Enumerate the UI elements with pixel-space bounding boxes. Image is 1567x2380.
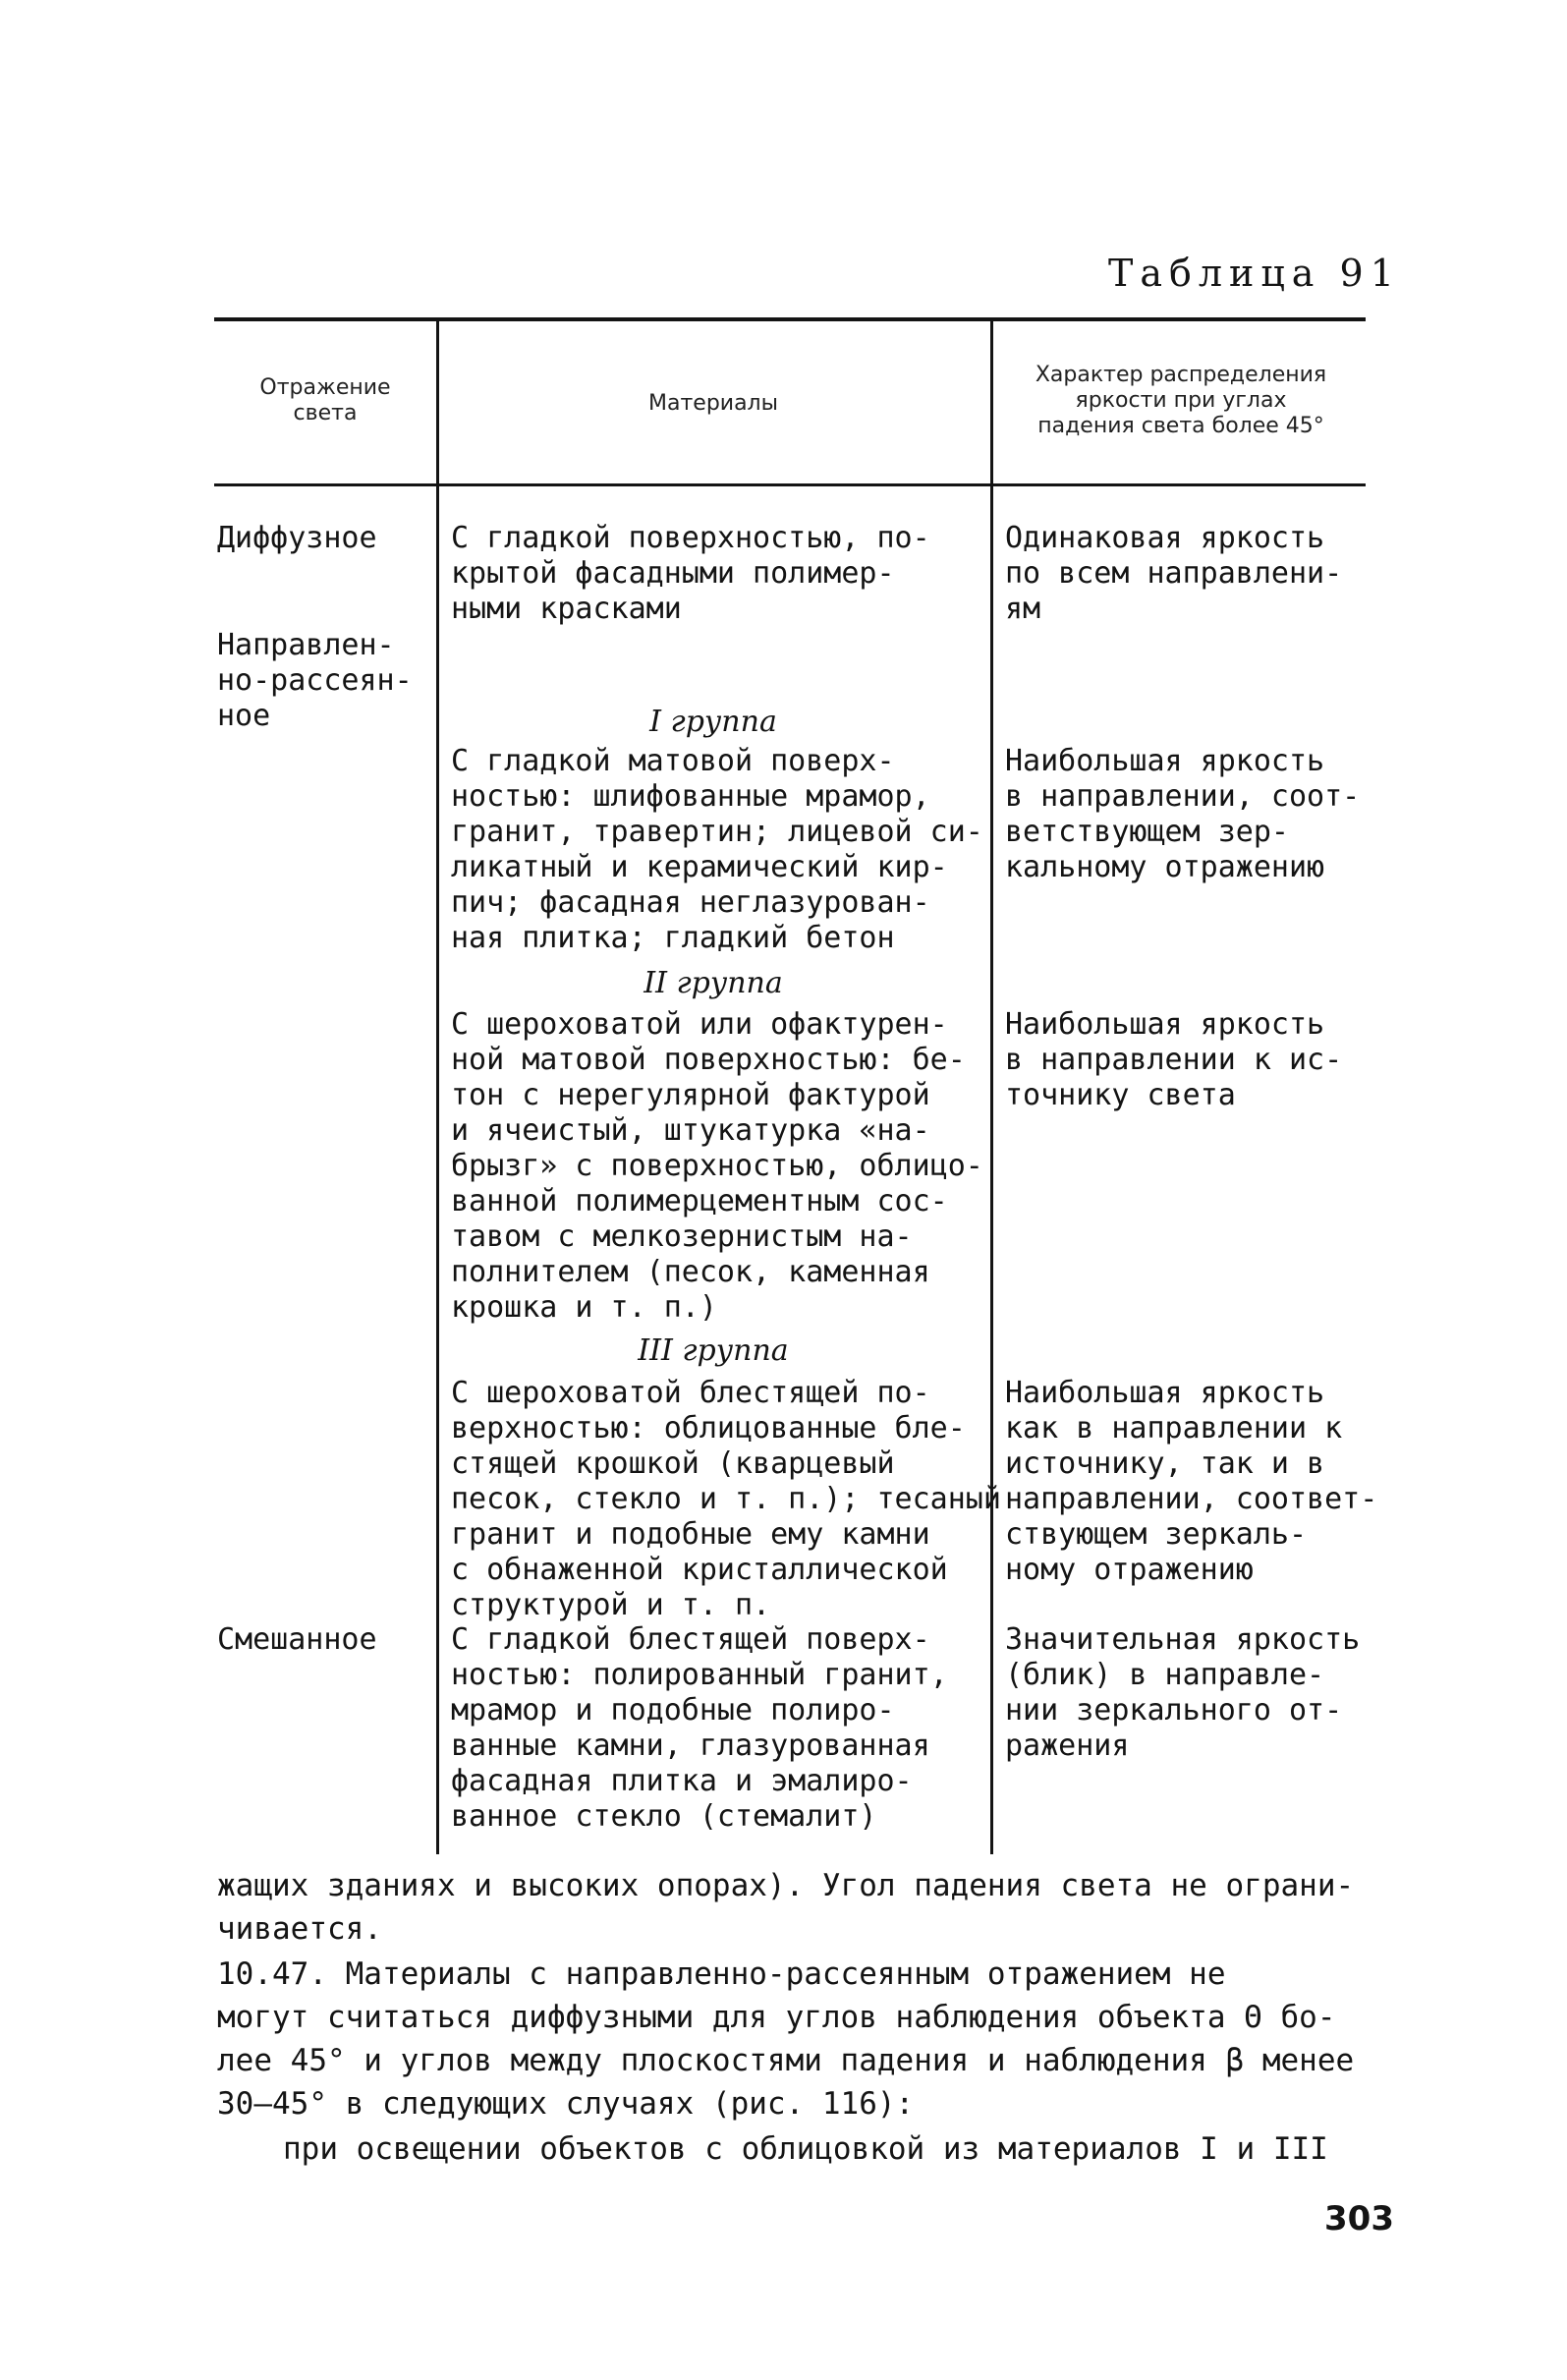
group-2-distribution: Наибольшая яркость в направлении к ис- точнику света	[1005, 1007, 1343, 1112]
header-distribution: Характер распределения яркости при углах падения света более 45°	[1035, 363, 1327, 438]
row-mixed-materials: С гладкой блестящей поверх- ностью: полированный гранит, мрамор и подобные полиро- ванные камни, глазурованная фасадная плитка и эмалиро- ванное стекло (стемалит)	[451, 1622, 948, 1834]
group-1-title: I группа	[649, 705, 777, 739]
row-diffuse-reflection: Диффузное	[217, 521, 377, 555]
continuation-paragraph: жащих зданиях и высоких опорах). Угол падения света не ограни- чивается.	[217, 1868, 1355, 1947]
column-divider-1	[436, 486, 439, 1854]
table-top-rule	[214, 317, 1366, 321]
table-caption: Таблица 91	[1108, 252, 1401, 295]
column-divider-2	[990, 486, 993, 1854]
row-directional-reflection: Направлен- но-рассеян- ное	[217, 628, 413, 733]
header-divider-2	[990, 319, 993, 484]
page-number: 303	[1324, 2199, 1394, 2238]
row-diffuse-distribution: Одинаковая яркость по всем направлени- ям	[1005, 521, 1343, 626]
table-header-rule	[214, 483, 1366, 486]
group-2-materials: С шероховатой или офактурен- ной матовой поверхностью: бе- тон с нерегулярной фактурой и ячеистый, штукатурка «на- брызг» с поверхностью, облицо- ванной полимерцементным сос- тавом с мелкозернистым на- полнителем (песок, каменная крошка и т. п.)	[451, 1007, 983, 1325]
row-mixed-distribution: Значительная яркость (блик) в направле- нии зеркального от- ражения	[1005, 1622, 1361, 1763]
group-3-distribution: Наибольшая яркость как в направлении к источнику, так и в направлении, соответ- ствующем зеркаль- ному отражению	[1005, 1376, 1378, 1587]
paragraph-10-47: 10.47. Материалы с направленно-рассеянным отражением не могут считаться диффузными для углов наблюдения объекта Θ бо- лее 45° и углов между плоскостями падения и наблюдения β менее 30—45° в следующих случаях (рис. 116):	[217, 1956, 1355, 2122]
group-3-materials: С шероховатой блестящей по- верхностью: облицованные бле- стящей крошкой (кварцевый песок, стекло и т. п.); тесаный гранит и подобные ему камни с обнаженной кристаллической структурой и т. п.	[451, 1376, 1001, 1622]
paragraph-last-line: при освещении объектов с облицовкой из материалов I и III	[283, 2131, 1328, 2167]
row-mixed-reflection: Смешанное	[217, 1622, 377, 1657]
header-materials: Материалы	[648, 391, 778, 416]
row-diffuse-materials: С гладкой поверхностью, по- крытой фасадными полимер- ными красками	[451, 521, 930, 626]
header-divider-1	[436, 319, 439, 484]
group-2-title: II группа	[644, 966, 783, 1000]
header-reflection: Отражение света	[259, 375, 391, 425]
group-1-distribution: Наибольшая яркость в направлении, соот- ветствующем зер- кальному отражению	[1005, 744, 1361, 884]
group-3-title: III группа	[638, 1333, 789, 1368]
group-1-materials: С гладкой матовой поверх- ностью: шлифованные мрамор, гранит, травертин; лицевой си- ликатный и керамический кир- пич; фасадная неглазурован- ная плитка; гладкий бетон	[451, 744, 983, 955]
